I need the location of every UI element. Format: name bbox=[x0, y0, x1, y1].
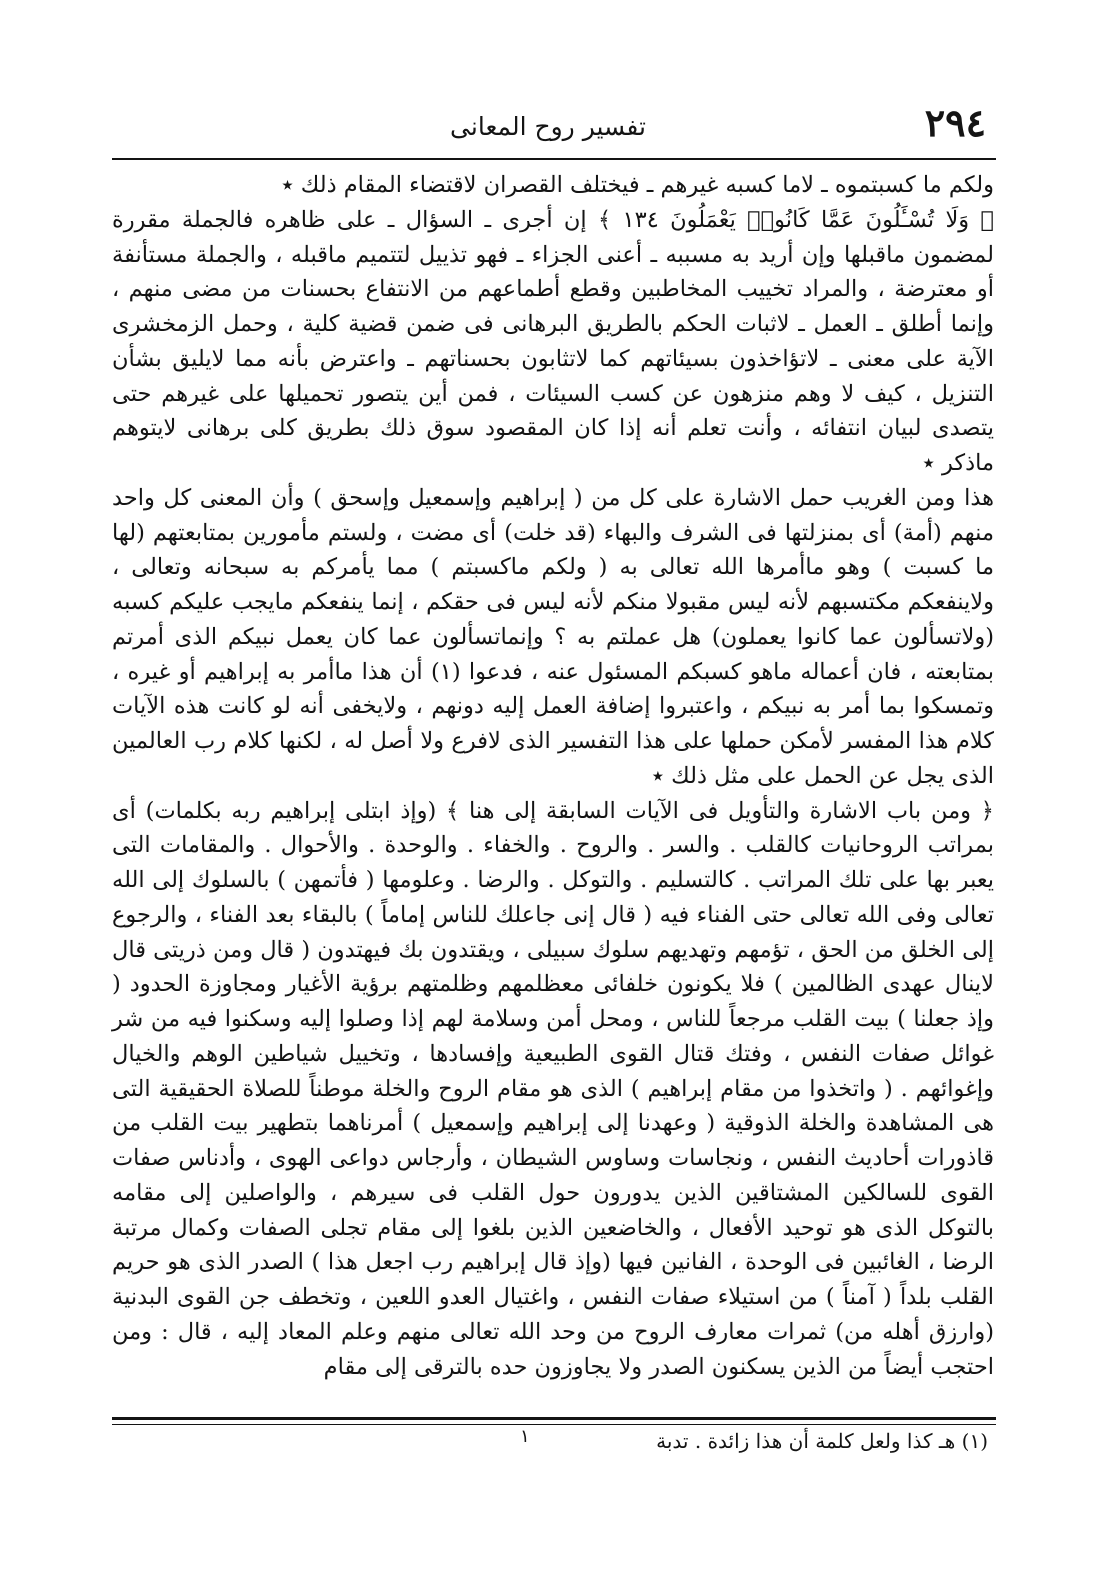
paragraph: ولكم ما كسبتموه ـ لاما كسبه غيرهم ـ فيختلف القصران لاقتضاء المقام ذلك ٭ bbox=[281, 172, 994, 198]
paragraph: هذا ومن الغريب حمل الاشارة على كل من ( إبراهيم وإسمعيل وإسحق ) وأن المعنى كل واحد منهم (أمة) أى بمنزلتها فى الشرف والبهاء (قد خلت) أى مضت ، ولستم مأمورين بمتابعتهم (لها ما كسبت ) وهو ماأمرها الله تعالى به ( ولكم ماكسبتم ) مما يأمركم به سبحانه وتعالى ، ولاينفعكم مكتسبهم لأنه ليس مقبولا منكم لأنه ليس فى حقكم ، إنما ينفعكم مايجب عليكم كسبه (ولاتسألون عما كانوا يعملون) هل عملتم به ؟ وإنماتسألون عما كان يعمل نبيكم الذى أمرتم بمتابعته ، فان أعماله ماهو كسبكم المسئول عنه ، فدعوا (١) أن هذا ماأمر به إبراهيم أو غيره ، وتمسكوا بما أمر به نبيكم ، واعتبروا إضافة العمل إليه دونهم ، ولايخفى أنه لو كانت هذه الآيات كلام هذا المفسر لأمكن حملها على هذا التفسير الذى لافرع ولا أصل له ، لكنها كلام رب العالمين الذى يجل عن الحمل على مثل ذلك ٭ bbox=[112, 484, 995, 789]
footnote: (١) هـ كذا ولعل كلمة أن هذا زائدة . تدبة bbox=[656, 1429, 988, 1453]
footnote-page-digit: ١ bbox=[520, 1426, 530, 1447]
paragraph: ﴿ وَلَا تُسْـَٔلُونَ عَمَّا كَانُوا۟ يَعْمَلُونَ ١٣٤ ﴾ إن أجرى ـ السؤال ـ على ظاهره فالجملة مقررة لمضمون ماقبلها وإن أريد به مسببه ـ أعنى الجزاء ـ فهو تذييل لتتميم ماقبله ، والجملة مستأنفة أو معترضة ، والمراد تخييب المخاطبين وقطع أطماعهم من الانتفاع بحسنات من مضى منهم ، وإنما أطلق ـ العمل ـ لاثبات الحكم بالطريق البرهانى فى ضمن قضية كلية ، وحمل الزمخشرى الآية على معنى ـ لاتؤاخذون بسيئاتهم كما لاتثابون بحسناتهم ـ واعترض بأنه مما لايليق بشأن التنزيل ، كيف لا وهم منزهون عن كسب السيئات ، فمن أين يتصور تحميلها على غيرهم حتى يتصدى لبيان انتفائه ، وأنت تعلم أنه إذا كان المقصود سوق ذلك بطريق كلى برهانى لايتوهم ماذكر ٭ bbox=[112, 206, 994, 476]
footnote-rule-thick bbox=[112, 1417, 996, 1420]
running-title: تفسير روح المعانى bbox=[450, 112, 646, 141]
paragraph: ﴿ ومن باب الاشارة والتأويل فى الآيات السابقة إلى هنا ﴾ (وإذ ابتلى إبراهيم ربه بكلمات) أى بمراتب الروحانيات كالقلب . والسر . والروح . والخفاء . والوحدة . والأحوال . والمقامات التى يعبر بها على تلك المراتب . كالتسليم . والتوكل . والرضا . وعلومها ( فأتمهن ) بالسلوك إلى الله تعالى وفى الله تعالى حتى الفناء فيه ( قال إنى جاعلك للناس إماماً ) بالبقاء بعد الفناء ، والرجوع إلى الخلق من الحق ، تؤمهم وتهديهم سلوك سبيلى ، ويقتدون بك فيهتدون ( قال ومن ذريتى قال لاينال عهدى الظالمين ) فلا يكونون خلفائى معظلمهم وظلمتهم برؤية الأغيار ومجاوزة الحدود ( وإذ جعلنا ) بيت القلب مرجعاً للناس ، ومحل أمن وسلامة لهم إذا وصلوا إليه وسكنوا فيه من شر غوائل صفات النفس ، وفتك قتال القوى الطبيعية وإفسادها ، وتخييل شياطين الوهم والخيال وإغوائهم . ( واتخذوا من مقام إبراهيم ) الذى هو مقام الروح والخلة موطناً للصلاة الحقيقية التى هى المشاهدة والخلة الذوقية ( وعهدنا إلى إبراهيم وإسمعيل ) أمرناهما بتطهير بيت القلب من قاذورات أحاديث النفس ، ونجاسات وساوس الشيطان ، وأرجاس دواعى الهوى ، وأدناس صفات القوى للسالكين المشتاقين الذين يدورون حول القلب فى سيرهم ، والواصلين إلى مقامه بالتوكل الذى هو توحيد الأفعال ، والخاضعين الذين بلغوا إلى مقام تجلى الصفات وكمال مرتبة الرضا ، الغائبين فى الوحدة ، الفانين فيها (وإذ قال إبراهيم رب اجعل هذا ) الصدر الذى هو حريم القلب بلداً ( آمناً ) من استيلاء صفات النفس ، واغتيال العدو اللعين ، وتخطف جن القوى البدنية (وارزق أهله من) ثمرات معارف الروح من وحد الله تعالى منهم وعلم المعاد إليه ، قال : ومن احتجب أيضاً من الذين يسكنون الصدر ولا يجاوزون حده بالترقى إلى مقام bbox=[112, 797, 994, 1380]
header-rule bbox=[112, 158, 996, 160]
body-text bbox=[112, 168, 994, 1384]
page-number: ٢٩٤ bbox=[924, 100, 986, 145]
page-header bbox=[110, 98, 986, 158]
footnote-rule-thin bbox=[112, 1424, 996, 1425]
